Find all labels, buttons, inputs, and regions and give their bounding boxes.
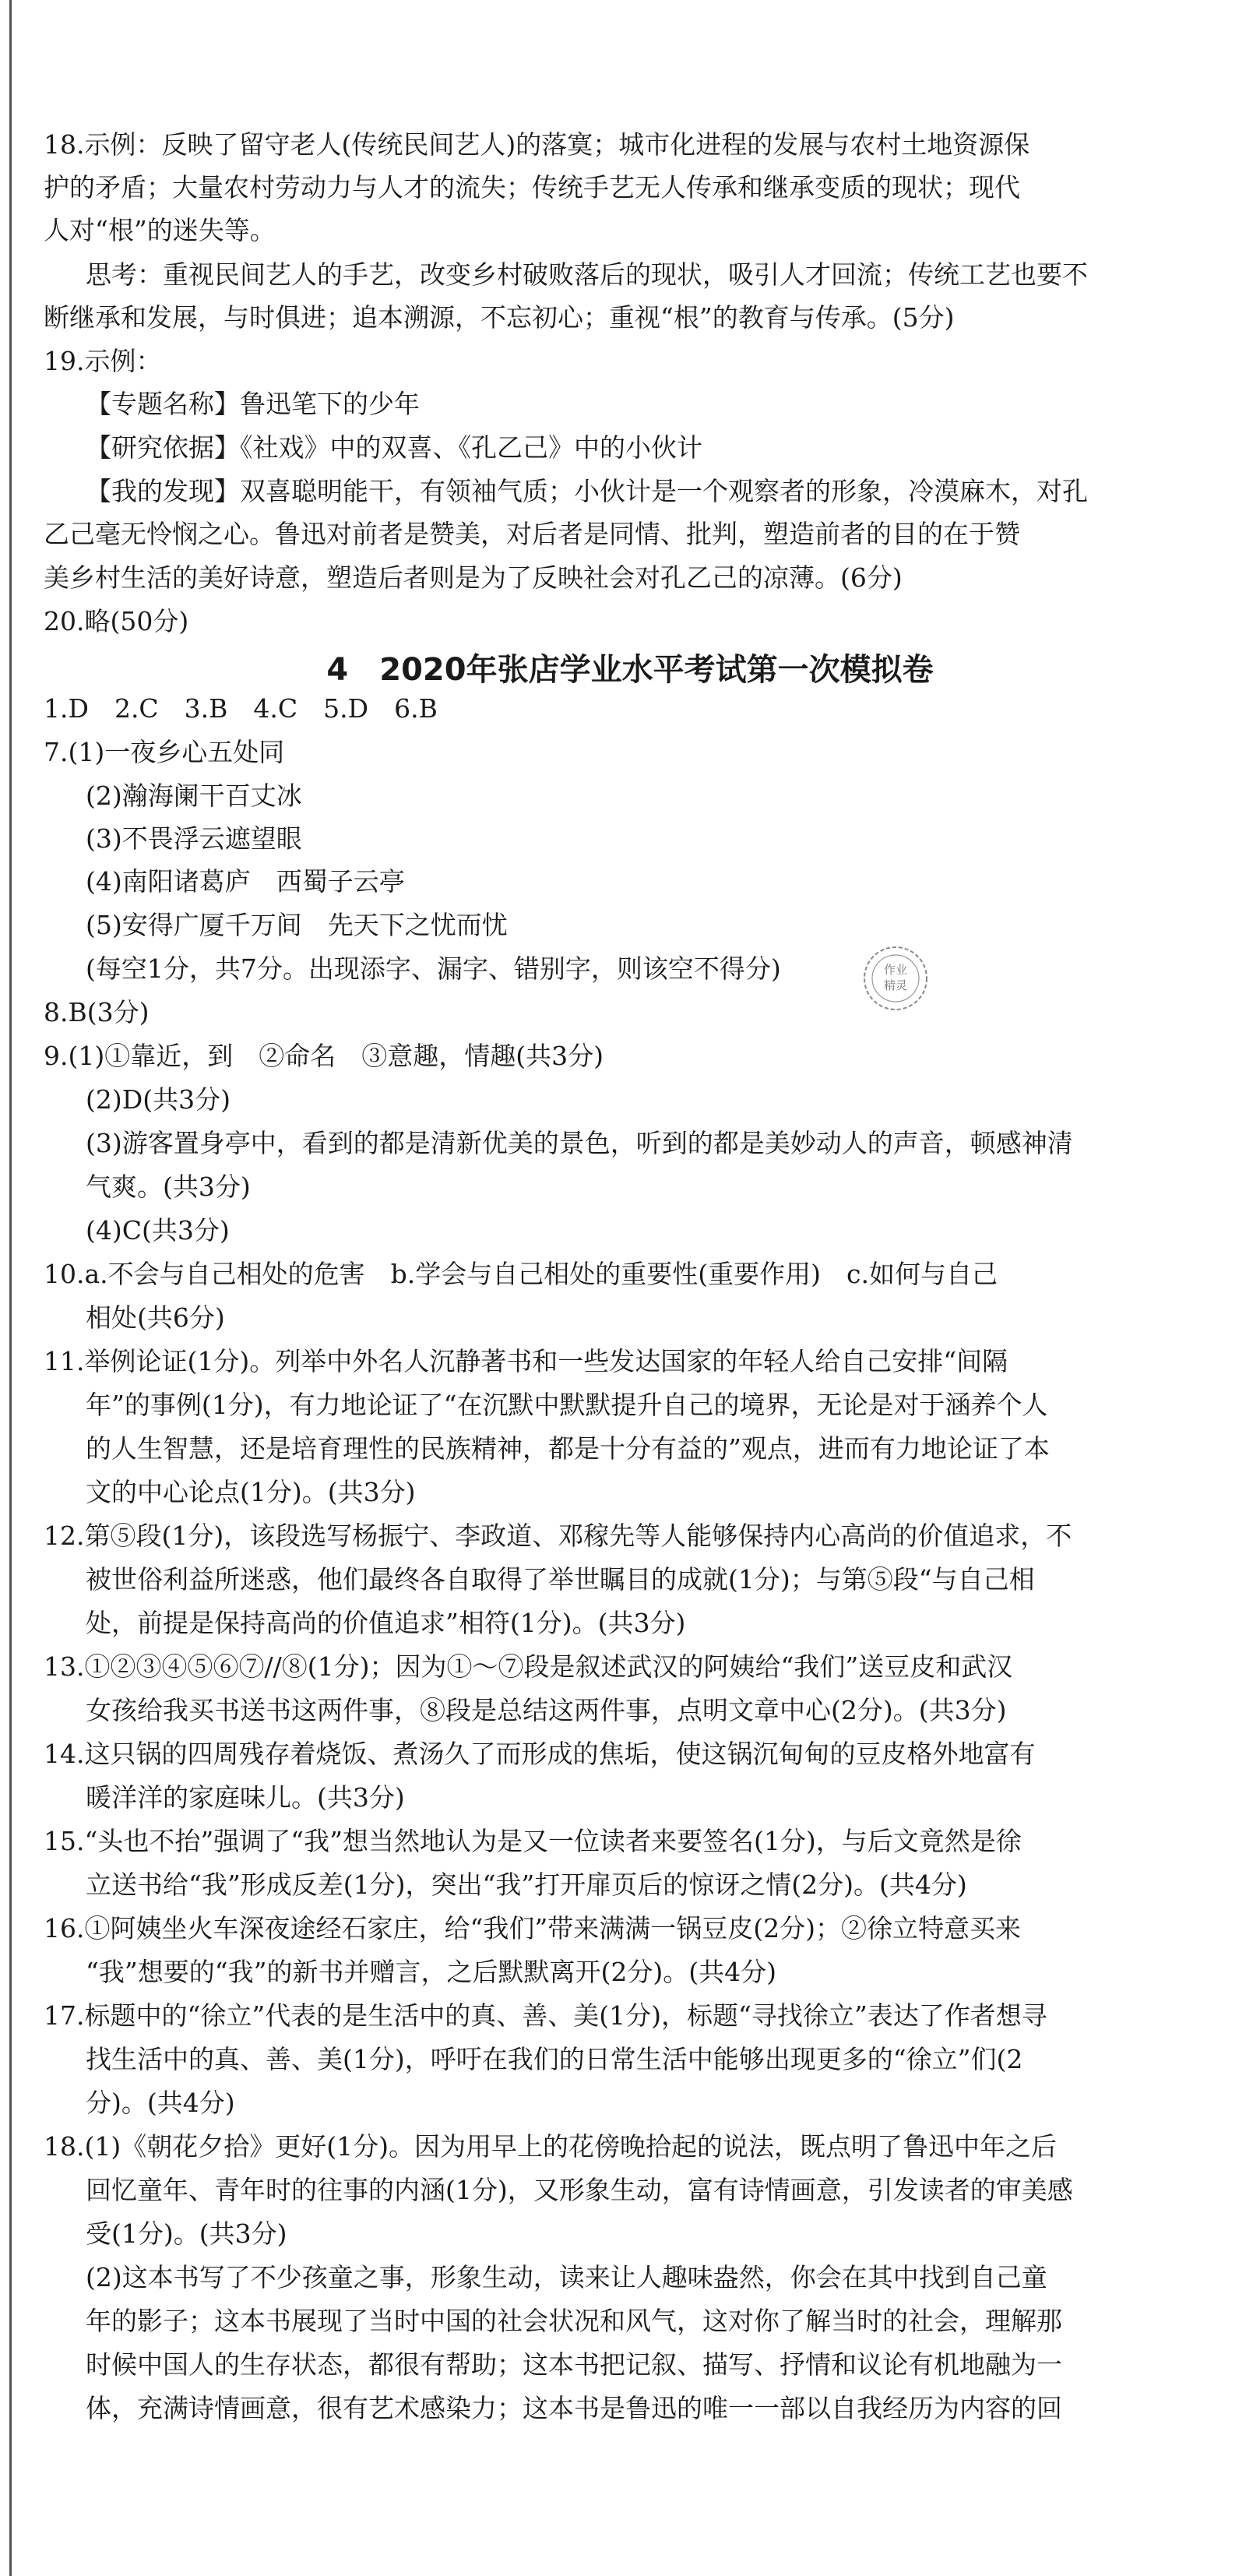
text-line: 受(1分)。(共3分): [86, 2218, 287, 2249]
text-line: (2)这本书写了不少孩童之事，形象生动，读来让人趣味盎然，你会在其中找到自己童: [86, 2262, 1047, 2292]
text-line: 体，充满诗情画意，很有艺术感染力；这本书是鲁迅的唯一一部以自我经历为内容的回: [86, 2393, 1062, 2423]
text-line: 13.①②③④⑤⑥⑦//⑧(1分)；因为①～⑦段是叙述武汉的阿姨给“我们”送豆皮和武汉: [44, 1651, 1013, 1682]
text-line: 11.举例论证(1分)。列举中外名人沉静著书和一些发达国家的年轻人给自己安排“间隔: [44, 1346, 1008, 1376]
text-line: 【专题名称】鲁迅笔下的少年: [86, 389, 420, 419]
text-line: 18.示例：反映了留守老人(传统民间艺人)的落寞；城市化进程的发展与农村土地资源保: [44, 129, 1030, 160]
text-line: “我”想要的“我”的新书并赠言，之后默默离开(2分)。(共4分): [86, 1957, 776, 1987]
svg-text:精灵: 精灵: [883, 978, 908, 992]
text-line: 10.a.不会与自己相处的危害 b.学会与自己相处的重要性(重要作用) c.如何与自己: [44, 1259, 998, 1289]
text-line: (4)南阳诸葛庐 西蜀子云亭: [86, 866, 405, 897]
text-line: 17.标题中的“徐立”代表的是生活中的真、善、美(1分)，标题“寻找徐立”表达了作者想寻: [44, 2000, 1047, 2031]
text-line: (每空1分，共7分。出现添字、漏字、错别字，则该空不得分): [86, 953, 781, 984]
text-line: 气爽。(共3分): [86, 1172, 251, 1202]
text-line: (3)不畏浮云遮望眼: [86, 823, 302, 854]
text-line: 的人生智慧，还是培育理性的民族精神，都是十分有益的”观点，进而有力地论证了本: [86, 1433, 1050, 1464]
text-line: 1.D 2.C 3.B 4.C 5.D 6.B: [44, 693, 438, 724]
text-line: 【研究依据】《社戏》中的双喜、《孔乙己》中的小伙计: [86, 432, 702, 463]
section-title: 4 2020年张店学业水平考试第一次模拟卷: [326, 652, 934, 688]
text-line: 乙己毫无怜悯之心。鲁迅对前者是赞美，对后者是同情、批判，塑造前者的目的在于赞: [44, 519, 1020, 549]
text-line: (5)安得广厦千万间 先天下之忧而忧: [86, 910, 508, 940]
text-line: 20.略(50分): [44, 606, 189, 636]
text-line: 14.这只锅的四周残存着烧饭、煮汤久了而形成的焦垢，使这锅沉甸甸的豆皮格外地富有: [44, 1739, 1036, 1769]
text-line: 16.①阿姨坐火车深夜途经石家庄，给“我们”带来满满一锅豆皮(2分)；②徐立特意买来: [44, 1913, 1021, 1943]
text-line: 【我的发现】双喜聪明能干，有领袖气质；小伙计是一个观察者的形象，冷漠麻木，对孔: [86, 476, 1088, 506]
text-line: 分)。(共4分): [86, 2088, 235, 2118]
text-line: 护的矛盾；大量农村劳动力与人才的流失；传统手艺无人传承和继承变质的现状；现代: [44, 172, 1020, 203]
text-line: 立送书给“我”形成反差(1分)，突出“我”打开扉页后的惊讶之情(2分)。(共4分): [86, 1869, 967, 1900]
text-line: 断继承和发展，与时俱进；追本溯源，不忘初心；重视“根”的教育与传承。(5分): [44, 302, 955, 333]
text-line: 年”的事例(1分)，有力地论证了“在沉默中默默提升自己的境界，无论是对于涵养个人: [86, 1390, 1048, 1420]
text-line: 18.(1)《朝花夕拾》更好(1分)。因为用早上的花傍晚拾起的说法，既点明了鲁迅中年之后: [44, 2131, 1057, 2162]
text-line: (2)瀚海阑干百丈冰: [86, 781, 302, 811]
text-line: 思考：重视民间艺人的手艺，改变乡村破败落后的现状，吸引人才回流；传统工艺也要不: [86, 259, 1088, 290]
svg-text:作业: 作业: [883, 963, 908, 977]
text-line: 人对“根”的迷失等。: [44, 215, 276, 245]
text-line: (2)D(共3分): [86, 1084, 231, 1115]
text-line: 美乡村生活的美好诗意，塑造后者则是为了反映社会对孔乙己的凉薄。(6分): [44, 562, 903, 593]
text-line: 相处(共6分): [86, 1302, 225, 1333]
text-line: 19.示例：: [44, 346, 162, 376]
text-line: 回忆童年、青年时的往事的内涵(1分)，又形象生动，富有诗情画意，引发读者的审美感: [86, 2175, 1073, 2205]
text-line: 时候中国人的生存状态，都很有帮助；这本书把记叙、描写、抒情和议论有机地融为一: [86, 2349, 1062, 2380]
left-margin-line: [9, 0, 12, 2576]
text-line: 找生活中的真、善、美(1分)，呼吁在我们的日常生活中能够出现更多的“徐立”们(2: [86, 2044, 1023, 2074]
text-line: 被世俗利益所迷惑，他们最终各自取得了举世瞩目的成就(1分)；与第⑤段“与自己相: [86, 1564, 1035, 1595]
text-line: (4)C(共3分): [86, 1215, 230, 1246]
text-line: 处，前提是保持高尚的价值追求”相符(1分)。(共3分): [86, 1608, 686, 1638]
text-line: 年的影子；这本书展现了当时中国的社会状况和风气，这对你了解当时的社会，理解那: [86, 2306, 1062, 2336]
text-line: 12.第⑤段(1分)，该段选写杨振宁、李政道、邓稼先等人能够保持内心高尚的价值追求，不: [44, 1521, 1072, 1551]
text-line: 7.(1)一夜乡心五处同: [44, 737, 285, 767]
text-line: 暖洋洋的家庭味儿。(共3分): [86, 1782, 405, 1813]
text-line: 9.(1)①靠近，到 ②命名 ③意趣，情趣(共3分): [44, 1041, 604, 1071]
text-line: 女孩给我买书送书这两件事，⑧段是总结这两件事，点明文章中心(2分)。(共3分): [86, 1695, 1007, 1725]
text-line: 文的中心论点(1分)。(共3分): [86, 1477, 416, 1507]
text-line: 15.“头也不抬”强调了“我”想当然地认为是又一位读者来要签名(1分)，与后文竟然是徐: [44, 1826, 1022, 1856]
text-line: 8.B(3分): [44, 997, 150, 1027]
text-line: (3)游客置身亭中，看到的都是清新优美的景色，听到的都是美妙动人的声音，顿感神清: [86, 1128, 1073, 1158]
